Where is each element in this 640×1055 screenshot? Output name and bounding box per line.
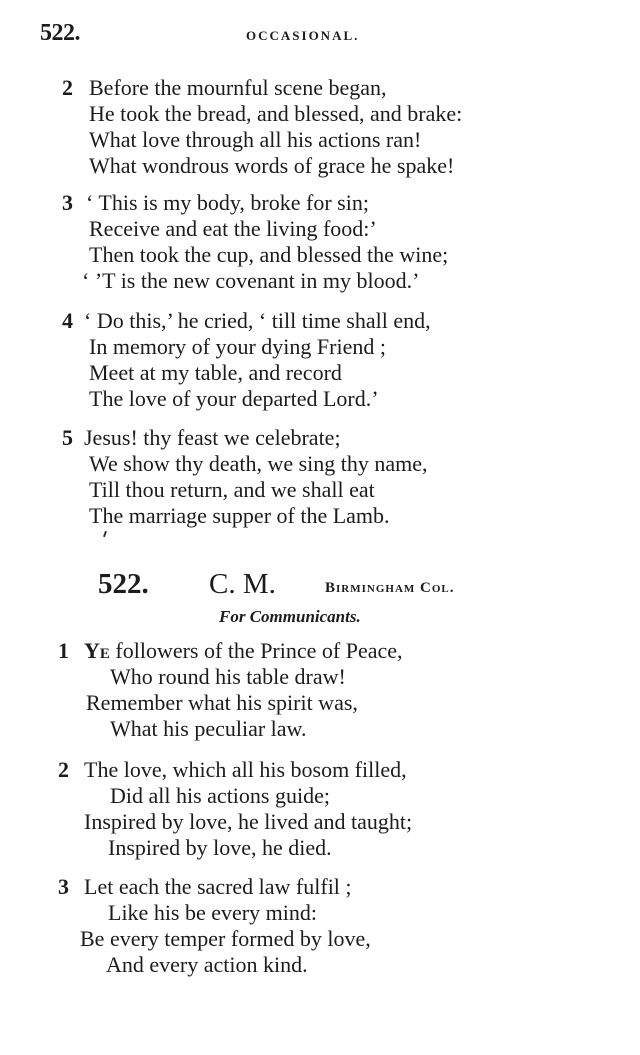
verse-line: ‘ ’T is the new covenant in my blood.’ (82, 268, 420, 293)
verse-line (84, 638, 403, 664)
verse-line: Remember what his spirit was, (86, 690, 358, 715)
verse-number: 4 (62, 308, 73, 333)
verse-line: ‘ Do this,’ he cried, ‘ till time shall end, (84, 308, 431, 333)
verse-line: Like his be every mind: (108, 900, 317, 925)
ink-speck (103, 531, 107, 537)
verse-line: Meet at my table, and record (89, 360, 342, 385)
verse-line: Be every temper formed by love, (80, 926, 371, 951)
verse-line: Let each the sacred law fulfil ; (84, 874, 352, 899)
hymn-tune: Birmingham Col. (325, 580, 455, 596)
verse-number: 5 (62, 425, 73, 450)
hymn-subtitle: For Communicants. (219, 607, 361, 626)
verse-number: 3 (58, 874, 69, 899)
verse-line: Till thou return, and we shall eat (89, 477, 375, 502)
hymn-number: 522. (98, 568, 149, 600)
verse-line: Did all his actions guide; (110, 783, 330, 808)
verse-line: Then took the cup, and blessed the wine; (89, 242, 449, 267)
page-number: 522. (40, 20, 80, 46)
first-word: Ye (84, 638, 110, 663)
verse-line: Inspired by love, he died. (108, 835, 332, 860)
verse-line: And every action kind. (106, 952, 308, 977)
hymn-meter: C. M. (209, 568, 276, 600)
verse-number: 2 (62, 75, 73, 100)
verse-line: The marriage supper of the Lamb. (89, 503, 390, 528)
verse-line: Jesus! thy feast we celebrate; (84, 425, 341, 450)
verse-line: What love through all his actions ran! (89, 127, 422, 152)
verse-line: Receive and eat the living food:’ (89, 216, 377, 241)
section-title: OCCASIONAL. (246, 28, 360, 43)
first-line-rest: followers of the Prince of Peace, (109, 638, 403, 663)
verse-line: In memory of your dying Friend ; (89, 334, 386, 359)
verse-number: 3 (62, 190, 73, 215)
verse-line: ‘ This is my body, broke for sin; (86, 190, 369, 215)
verse-line: We show thy death, we sing thy name, (89, 451, 428, 476)
verse-line: The love of your departed Lord.’ (89, 386, 379, 411)
running-head (0, 20, 640, 50)
verse-line: What his peculiar law. (110, 716, 307, 741)
verse-line: Before the mournful scene began, (89, 75, 387, 100)
verse-line: The love, which all his bosom filled, (84, 757, 407, 782)
verse-line: Inspired by love, he lived and taught; (84, 809, 413, 834)
verse-number: 1 (58, 638, 69, 663)
verse-line: What wondrous words of grace he spake! (89, 153, 455, 178)
verse-line: Who round his table draw! (110, 664, 346, 689)
verse-number: 2 (58, 757, 69, 782)
verse-line: He took the bread, and blessed, and brake: (89, 101, 463, 126)
